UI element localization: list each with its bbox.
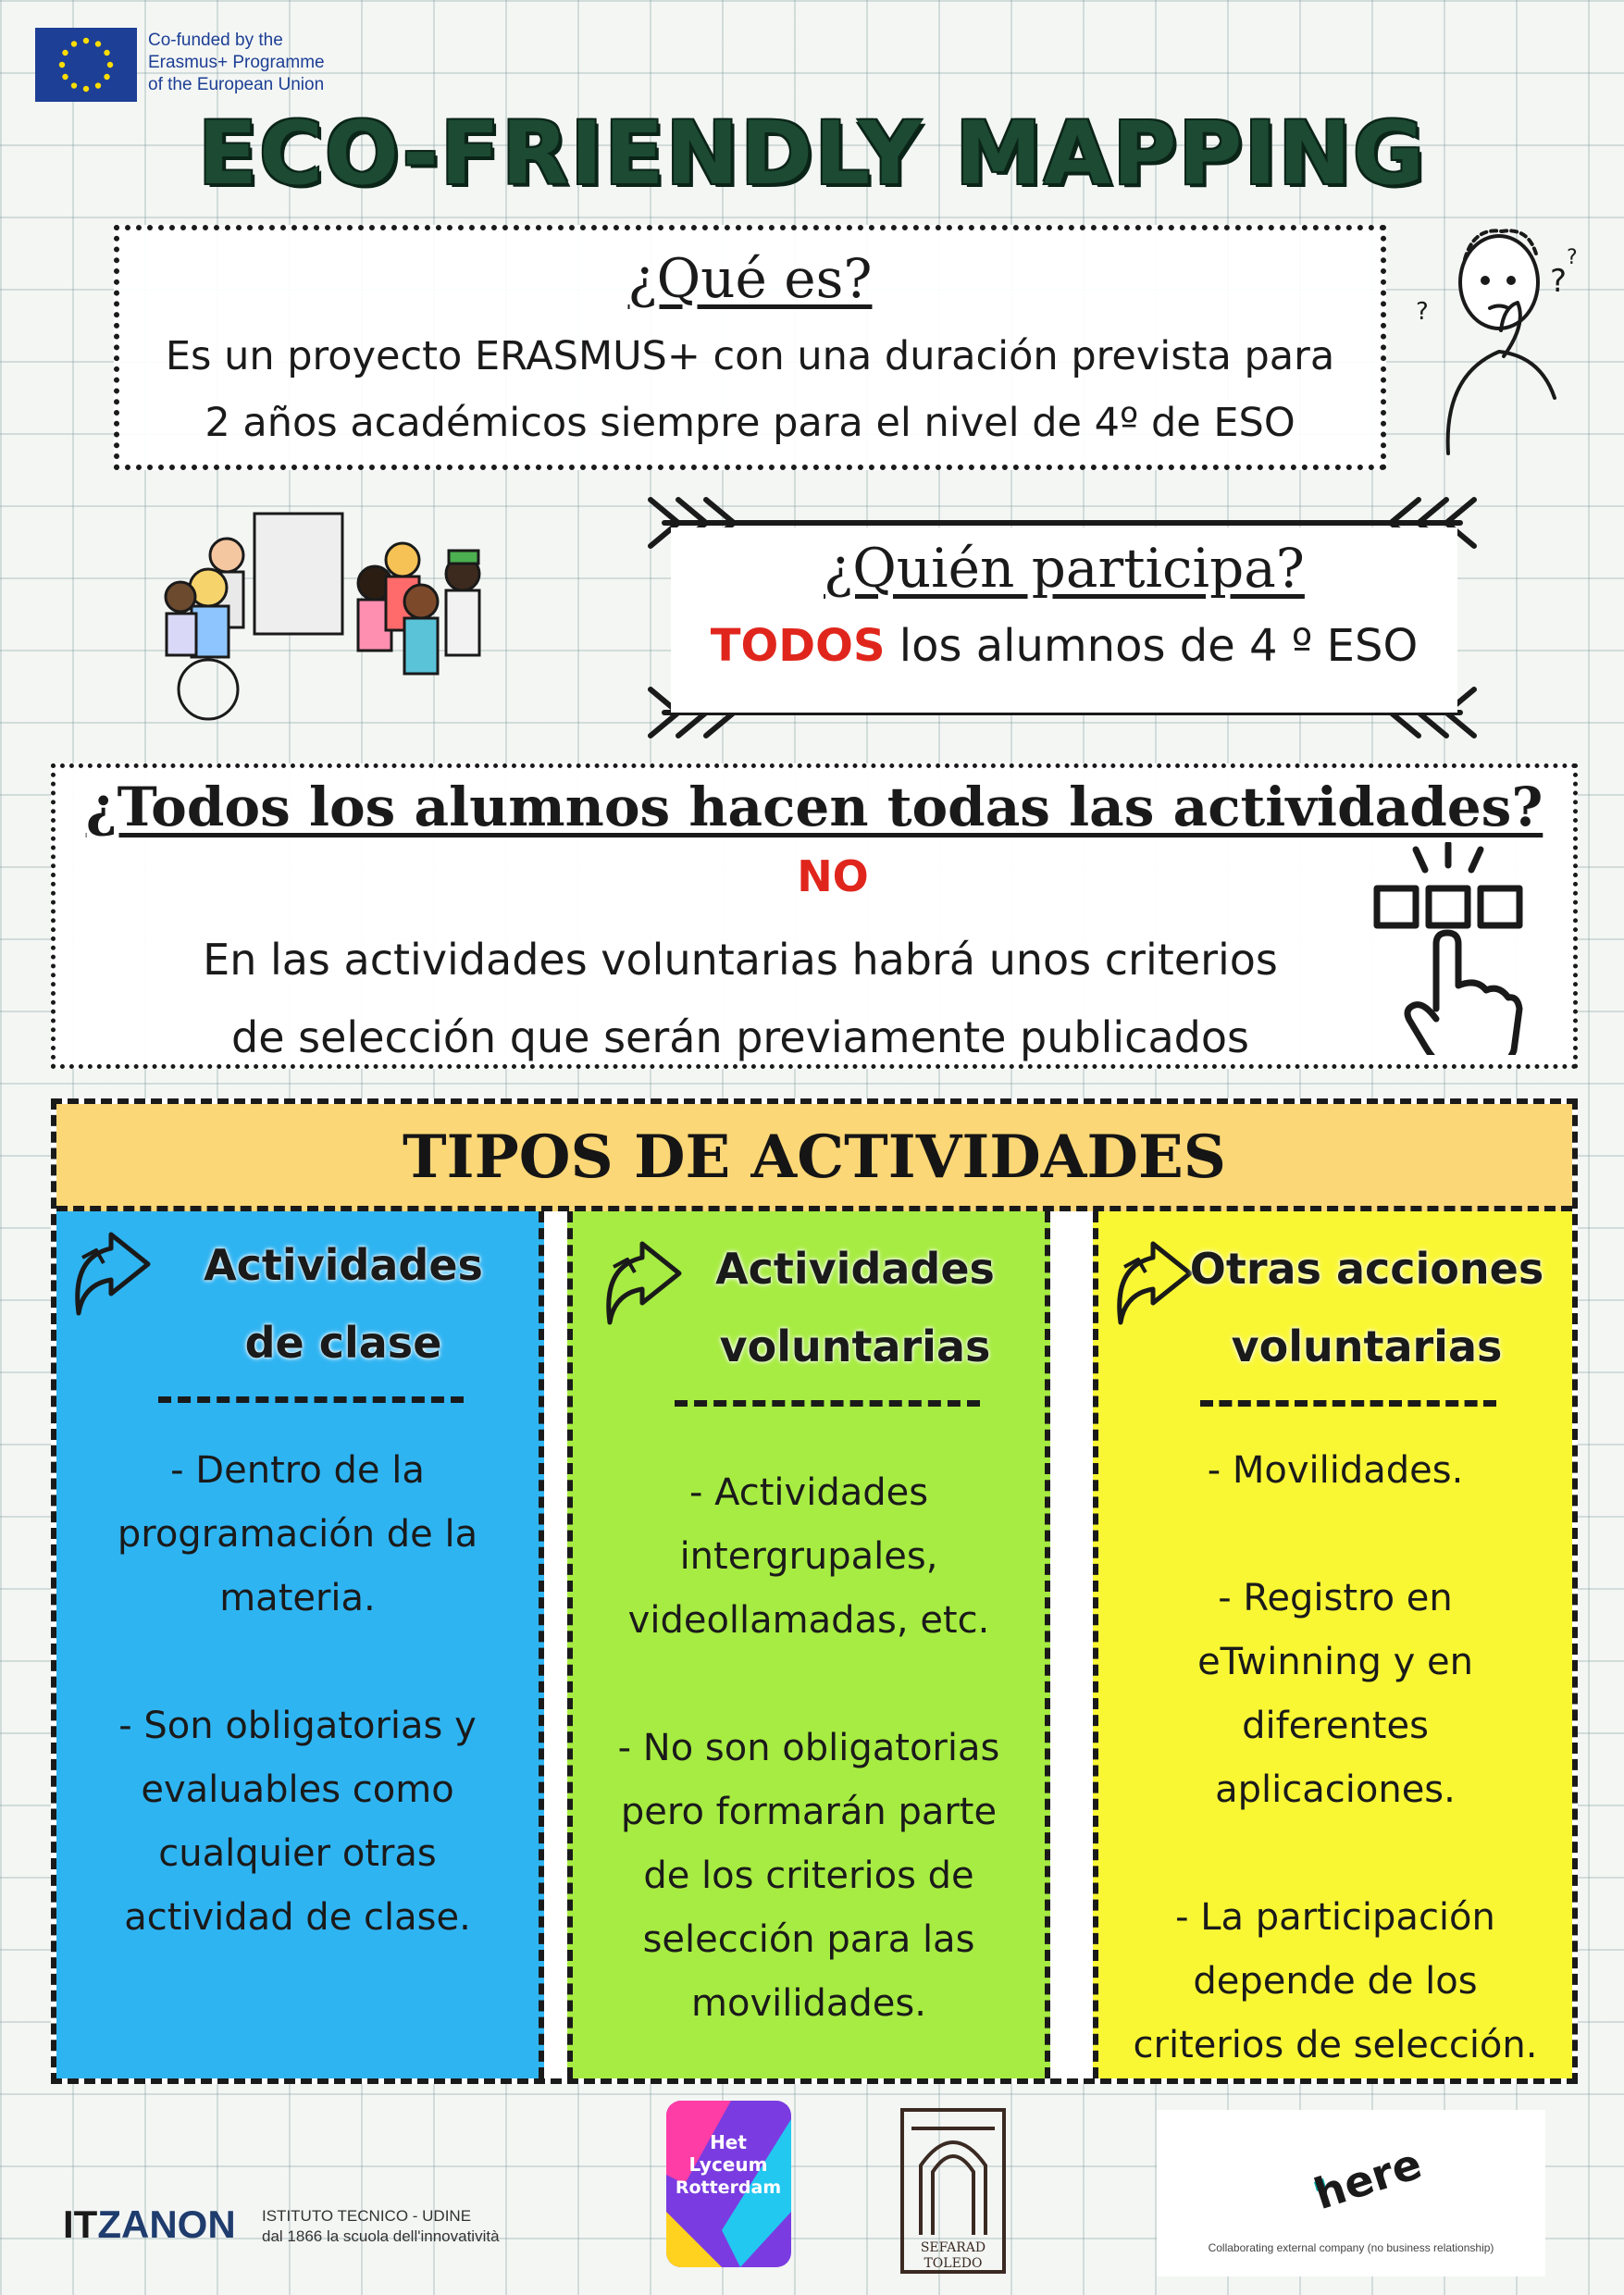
thinking-person-icon	[1411, 217, 1596, 458]
line: actividad de clase.	[124, 1896, 471, 1939]
paragraph	[1117, 1439, 1554, 1503]
lyceum-rotterdam-logo	[666, 2101, 791, 2267]
eu-flag-icon	[35, 28, 137, 102]
students-group-icon	[143, 504, 495, 726]
eu-star-icon	[62, 74, 68, 80]
eu-star-icon	[83, 38, 89, 43]
eu-star-icon	[104, 50, 109, 56]
column-title-line-2: voluntarias	[719, 1321, 991, 1371]
eu-star-icon	[107, 62, 113, 68]
paragraph	[75, 1439, 520, 1631]
eu-star-icon	[59, 62, 65, 68]
todos-box	[51, 763, 1578, 1069]
que-es-body	[119, 323, 1381, 456]
sefarad-line-2: TOLEDO	[924, 2256, 983, 2271]
column-body	[591, 1461, 1026, 2036]
eu-star-icon	[71, 41, 77, 46]
paragraph	[591, 1461, 1026, 1653]
line: de los criterios de	[643, 1855, 974, 1897]
column-title-line-1: Otras acciones	[1189, 1244, 1544, 1294]
line: cualquier otras	[158, 1832, 437, 1875]
curved-arrow-icon	[69, 1230, 155, 1332]
quien-body	[671, 620, 1457, 672]
todos-heading: ¿Todos los alumnos hacen todas las actividades?	[85, 775, 1543, 838]
line: - No son obligatorias	[617, 1727, 1000, 1769]
tipos-header	[56, 1104, 1572, 1211]
eu-line-2: Erasmus+ Programme	[148, 53, 325, 72]
que-es-heading: ¿Qué es?	[627, 247, 873, 310]
line: selección para las	[642, 1918, 975, 1961]
eu-logo-text	[148, 30, 325, 96]
paragraph	[75, 1694, 520, 1950]
eu-line-3: of the European Union	[148, 75, 325, 94]
svg-text:?: ?	[1567, 246, 1578, 269]
line: - Dentro de la	[170, 1449, 425, 1492]
column-title-line-1: Actividades	[715, 1244, 995, 1294]
paragraph	[1117, 1886, 1554, 2078]
eu-star-icon	[95, 82, 101, 88]
svg-text:?: ?	[1550, 263, 1568, 300]
tipos-section	[51, 1098, 1578, 2084]
line: intergrupales,	[679, 1535, 938, 1578]
line: programación de la	[117, 1513, 478, 1556]
line: diferentes	[1242, 1705, 1429, 1747]
here-company-logo	[1157, 2110, 1545, 2276]
line: pero formarán parte	[620, 1791, 998, 1833]
eu-star-icon	[71, 82, 77, 88]
paragraph	[1117, 1567, 1554, 1822]
rotterdam-line-2: Lyceum	[688, 2153, 768, 2176]
line: eTwinning y en	[1197, 1641, 1473, 1683]
line: evaluables como	[141, 1768, 454, 1811]
itz-prefix: IT	[63, 2202, 98, 2246]
sefarad-line-1: SEFARAD	[920, 2240, 986, 2255]
line: criterios de selección.	[1133, 2024, 1538, 2066]
itz-suffix: ZANON	[97, 2202, 236, 2246]
line: aplicaciones.	[1215, 1768, 1456, 1811]
column-divider	[158, 1396, 464, 1403]
line: - Movilidades.	[1207, 1449, 1464, 1492]
line: - Registro en	[1218, 1577, 1453, 1619]
here-wordmark: here	[1308, 2138, 1428, 2220]
column-actividades-voluntarias	[567, 1211, 1050, 2078]
here-caption: Collaborating external company (no business relationship)	[1208, 2241, 1494, 2254]
column-body	[75, 1439, 520, 1950]
eu-star-icon	[104, 74, 109, 80]
column-divider	[1200, 1400, 1496, 1407]
itzanon-logo	[63, 2202, 590, 2258]
selection-hand-icon	[1370, 842, 1527, 1055]
column-title-line-1: Actividades	[204, 1240, 483, 1290]
todos-line-2: de selección que serán previamente publicados	[231, 1012, 1249, 1062]
quien-heading: ¿Quién participa?	[824, 537, 1305, 600]
todos-answer: NO	[797, 851, 869, 901]
column-title	[684, 1230, 1026, 1385]
column-actividades-clase	[56, 1211, 544, 2078]
quien-highlight: TODOS	[710, 620, 886, 672]
line: materia.	[219, 1577, 376, 1619]
quien-participa-box	[671, 527, 1457, 713]
line: movilidades.	[691, 1982, 926, 2025]
que-es-box	[114, 225, 1386, 470]
itz-line-1: ISTITUTO TECNICO - UDINE	[262, 2207, 472, 2225]
line: depende de los	[1193, 1960, 1478, 2003]
eu-star-icon	[95, 41, 101, 46]
eu-line-1: Co-funded by the	[148, 31, 283, 50]
rotterdam-line-1: Het	[710, 2131, 747, 2153]
todos-body	[139, 921, 1342, 1076]
que-es-line-1: Es un proyecto ERASMUS+ con una duración prevista para	[165, 333, 1335, 379]
column-body	[1117, 1439, 1554, 2078]
paragraph	[591, 1717, 1026, 2036]
column-divider	[675, 1400, 980, 1407]
column-otras-acciones	[1093, 1211, 1572, 2078]
line: - Actividades	[688, 1471, 929, 1514]
eu-erasmus-logo	[35, 28, 364, 102]
sefarad-toledo-logo	[898, 2105, 1009, 2276]
itzanon-tagline	[262, 2206, 500, 2247]
column-title	[1172, 1230, 1561, 1385]
curved-arrow-icon	[601, 1239, 686, 1341]
que-es-line-2: 2 años académicos siempre para el nivel de 4º de ESO	[205, 400, 1295, 446]
eu-star-icon	[62, 50, 68, 56]
eu-star-icon	[83, 86, 89, 92]
svg-text:?: ?	[1416, 298, 1429, 326]
itz-line-2: dal 1866 la scuola dell'innovatività	[262, 2227, 500, 2245]
tipos-title: TIPOS DE ACTIVIDADES	[403, 1123, 1226, 1192]
page-title: ECO-FRIENDLY MAPPING	[197, 104, 1427, 205]
rotterdam-line-3: Rotterdam	[675, 2177, 782, 2198]
quien-rest: los alumnos de 4 º ESO	[885, 620, 1419, 672]
column-title	[167, 1226, 519, 1382]
todos-line-1: En las actividades voluntarias habrá unos criterios	[203, 935, 1278, 985]
column-title-line-2: voluntarias	[1231, 1321, 1503, 1371]
line: - La participación	[1175, 1896, 1495, 1939]
line: - Son obligatorias y	[118, 1705, 477, 1747]
column-title-line-2: de clase	[244, 1318, 442, 1368]
itzanon-wordmark	[63, 2202, 236, 2247]
line: videollamadas, etc.	[627, 1599, 990, 1642]
